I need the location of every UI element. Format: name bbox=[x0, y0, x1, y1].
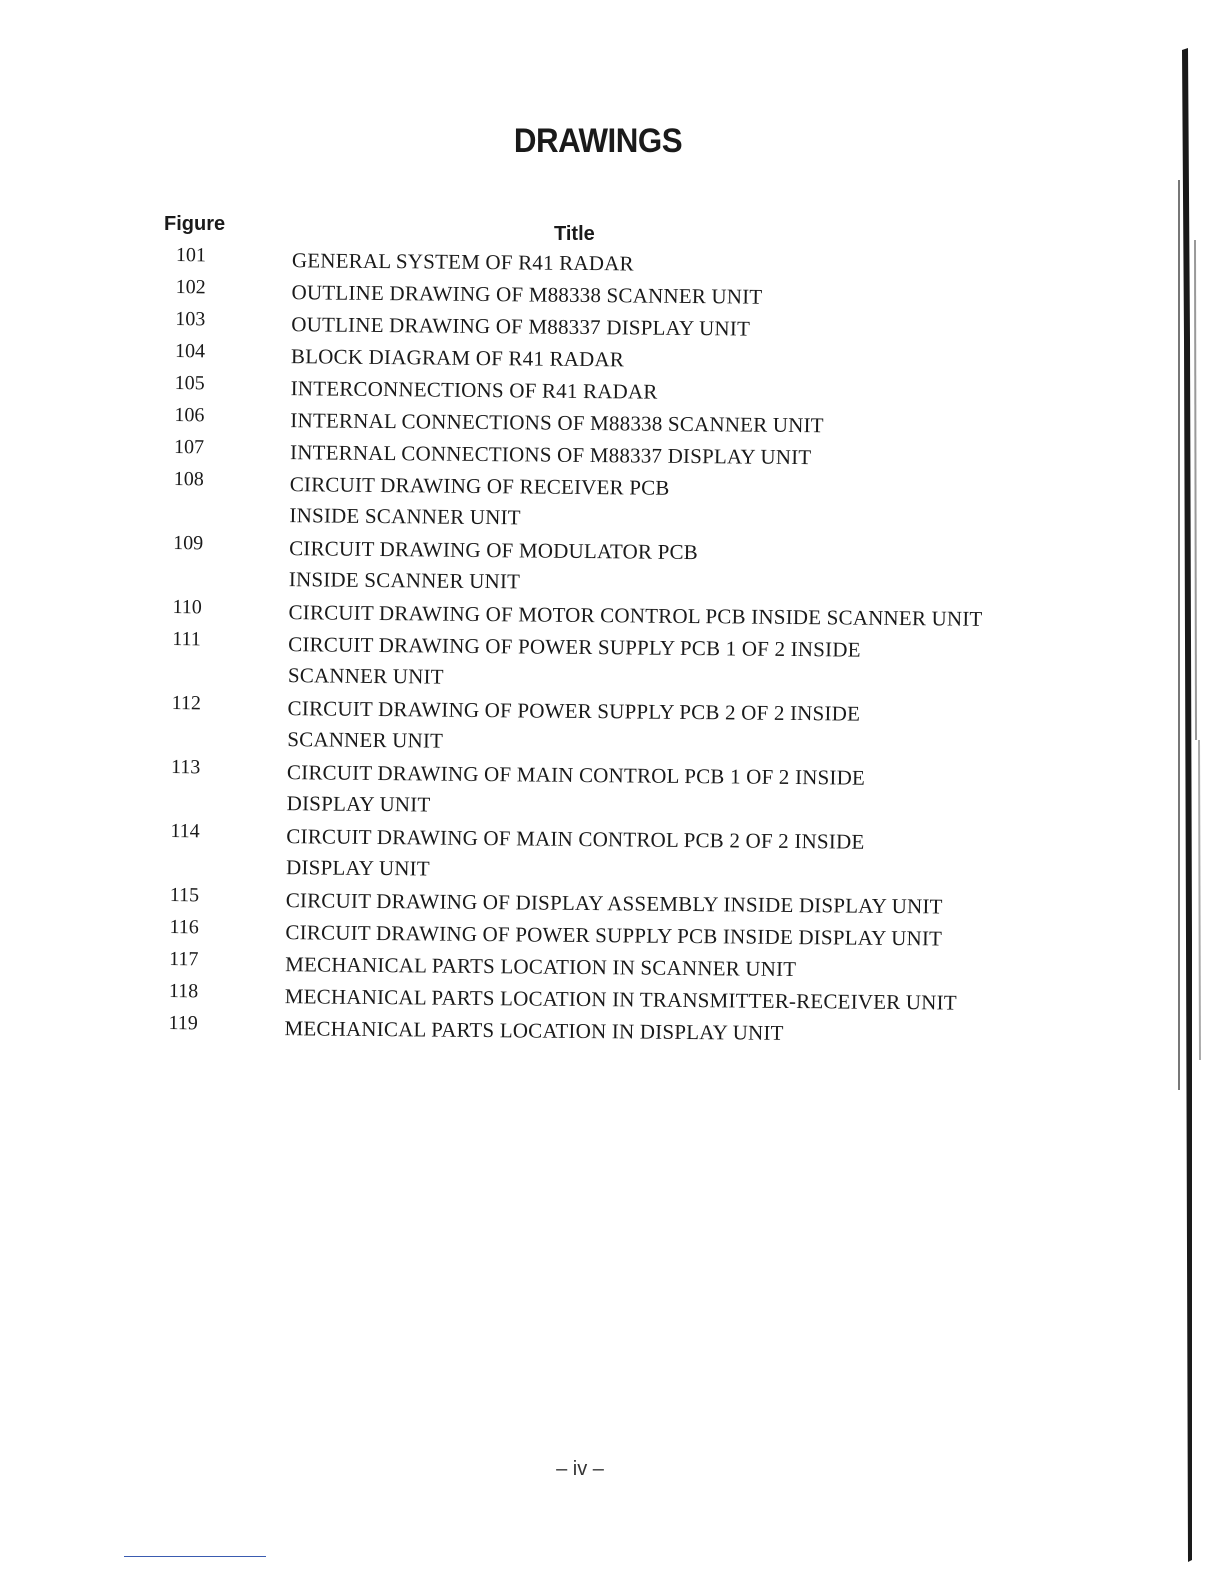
page-title: DRAWINGS bbox=[513, 122, 683, 160]
figure-number: 103 bbox=[175, 308, 206, 331]
drawing-title-line: CIRCUIT DRAWING OF MAIN CONTROL PCB 1 OF 2 INSIDE bbox=[286, 760, 866, 790]
drawing-title-line: SCANNER UNIT bbox=[287, 727, 444, 753]
drawing-title bbox=[286, 821, 865, 889]
drawing-title-line: CIRCUIT DRAWING OF MODULATOR PCB bbox=[289, 536, 699, 565]
figure-number: 107 bbox=[174, 436, 205, 459]
drawing-title bbox=[291, 373, 658, 408]
column-header-figure: Figure bbox=[164, 213, 226, 235]
drawing-title-line: CIRCUIT DRAWING OF MAIN CONTROL PCB 2 OF 2 INSIDE bbox=[286, 824, 865, 854]
drawing-title-line: GENERAL SYSTEM OF R41 RADAR bbox=[291, 248, 634, 276]
drawing-title bbox=[287, 757, 866, 825]
drawing-title bbox=[289, 469, 669, 535]
drawing-title bbox=[292, 245, 634, 279]
drawing-title-line: CIRCUIT DRAWING OF POWER SUPPLY PCB 2 OF 2 INSIDE bbox=[287, 696, 861, 726]
drawing-title-line: INTERNAL CONNECTIONS OF M88337 DISPLAY UNIT bbox=[289, 440, 812, 470]
drawing-title-line: MECHANICAL PARTS LOCATION IN DISPLAY UNIT bbox=[284, 1016, 784, 1045]
drawing-title bbox=[287, 693, 860, 760]
drawing-title-line: INSIDE SCANNER UNIT bbox=[288, 567, 521, 594]
drawing-title-line: DISPLAY UNIT bbox=[286, 791, 431, 817]
drawing-title-line: DISPLAY UNIT bbox=[285, 855, 430, 881]
drawing-title-line: INTERCONNECTIONS OF R41 RADAR bbox=[290, 376, 658, 404]
drawing-title bbox=[285, 981, 957, 1018]
figure-number: 111 bbox=[172, 628, 201, 651]
figure-number: 110 bbox=[172, 596, 202, 619]
drawing-title-line: CIRCUIT DRAWING OF POWER SUPPLY PCB INSIDE DISPLAY UNIT bbox=[285, 920, 943, 951]
drawing-title bbox=[291, 277, 762, 313]
drawing-title-line: INTERNAL CONNECTIONS OF M88338 SCANNER UNIT bbox=[290, 408, 824, 438]
drawing-title-line: CIRCUIT DRAWING OF DISPLAY ASSEMBLY INSIDE DISPLAY UNIT bbox=[285, 888, 943, 919]
drawing-title bbox=[285, 949, 796, 985]
figure-number: 118 bbox=[168, 980, 199, 1003]
figure-number: 116 bbox=[169, 916, 199, 939]
drawing-title-line: CIRCUIT DRAWING OF POWER SUPPLY PCB 1 OF 2 INSIDE bbox=[288, 632, 861, 662]
figure-number: 113 bbox=[170, 756, 201, 779]
figure-number: 117 bbox=[169, 948, 199, 971]
drawing-title-line: INSIDE SCANNER UNIT bbox=[289, 503, 521, 530]
drawing-title bbox=[288, 629, 861, 696]
drawing-title-line: BLOCK DIAGRAM OF R41 RADAR bbox=[290, 344, 625, 372]
drawing-title bbox=[286, 885, 943, 922]
drawing-title bbox=[290, 405, 824, 441]
figure-number: 112 bbox=[171, 692, 202, 715]
figure-number: 114 bbox=[170, 820, 200, 843]
binding-edge-shadow bbox=[1176, 40, 1210, 1570]
figure-number: 106 bbox=[174, 404, 205, 427]
drawing-row bbox=[0, 242, 1224, 276]
figure-number: 108 bbox=[173, 468, 204, 491]
figure-number: 115 bbox=[169, 884, 200, 907]
figure-number: 105 bbox=[174, 372, 205, 395]
page-number: – iv – bbox=[556, 1458, 604, 1480]
drawing-title bbox=[290, 437, 812, 473]
drawing-title-line: CIRCUIT DRAWING OF MOTOR CONTROL PCB INSIDE SCANNER UNIT bbox=[288, 600, 983, 631]
drawing-title-line: OUTLINE DRAWING OF M88338 SCANNER UNIT bbox=[291, 280, 763, 309]
drawing-title bbox=[291, 341, 624, 375]
figure-number: 119 bbox=[168, 1012, 198, 1035]
drawing-title bbox=[285, 917, 942, 954]
drawing-title-line: OUTLINE DRAWING OF M88337 DISPLAY UNIT bbox=[291, 312, 751, 341]
drawing-title-line: MECHANICAL PARTS LOCATION IN TRANSMITTER-RECEIVER UNIT bbox=[284, 984, 957, 1015]
drawing-title-line: CIRCUIT DRAWING OF RECEIVER PCB bbox=[289, 472, 670, 500]
figure-number: 102 bbox=[175, 276, 206, 299]
figure-number: 104 bbox=[174, 340, 206, 363]
figure-number: 101 bbox=[175, 244, 207, 267]
drawing-title bbox=[284, 1013, 783, 1049]
drawing-title-line: MECHANICAL PARTS LOCATION IN SCANNER UNIT bbox=[285, 952, 797, 982]
column-header-title: Title bbox=[554, 223, 595, 245]
drawing-title bbox=[291, 309, 750, 344]
drawing-title-line: SCANNER UNIT bbox=[287, 663, 444, 689]
footer-rule bbox=[124, 1556, 266, 1557]
drawing-title bbox=[289, 533, 698, 599]
figure-number: 109 bbox=[173, 532, 204, 555]
